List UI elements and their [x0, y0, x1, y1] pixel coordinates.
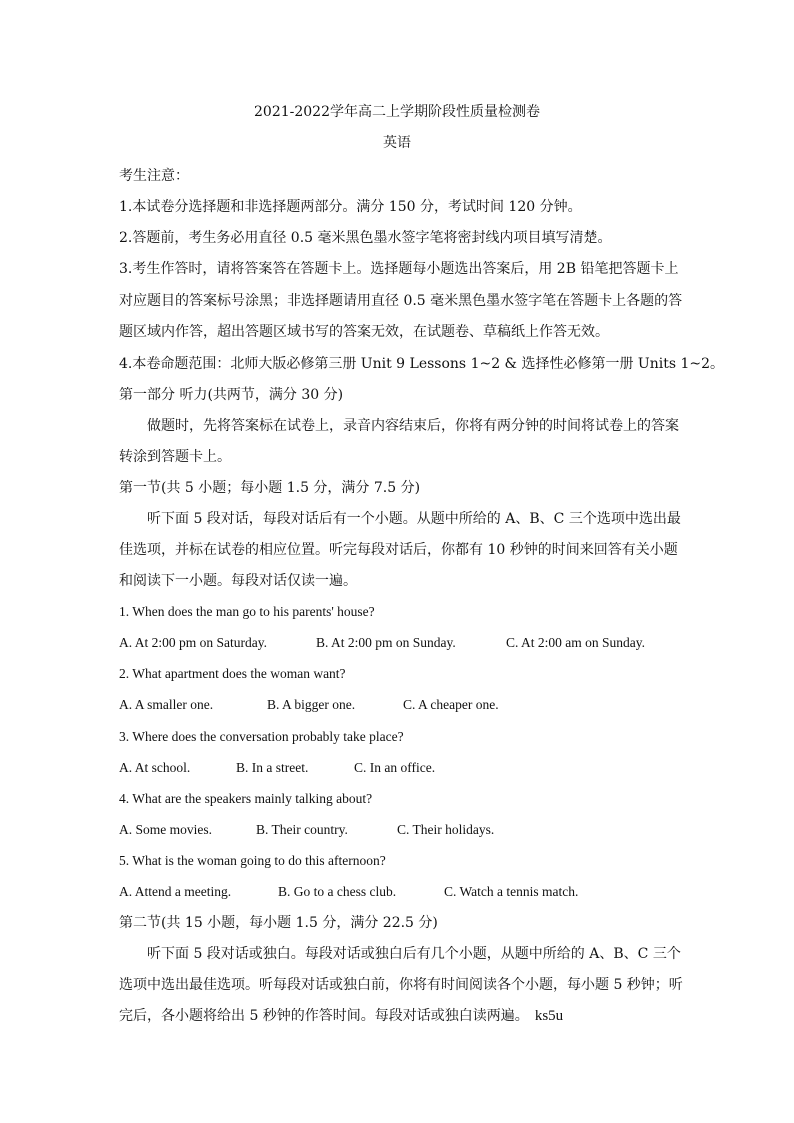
part1-intro: 转涂到答题卡上。: [119, 449, 231, 465]
option-a: A. Attend a meeting.: [119, 884, 232, 899]
exam-subject: 英语: [383, 135, 411, 151]
section1-intro: 佳选项，并标在试卷的相应位置。听完每段对话后，你都有 10 秒钟的时间来回答有关小题: [119, 542, 678, 558]
notice-item: 2.答题前，考生务必用直径 0.5 毫米黑色墨水签字笔将密封线内项目填写清楚。: [119, 230, 612, 246]
option-b: B. A bigger one.: [267, 697, 356, 712]
section2-intro: 选项中选出最佳选项。听每段对话或独白前，你将有时间阅读各个小题，每小题 5 秒钟；听: [119, 977, 683, 993]
notice-heading: 考生注意：: [119, 168, 189, 184]
question-1: 1. When does the man go to his parents' house?: [119, 604, 375, 619]
section1-intro: 听下面 5 段对话，每段对话后有一个小题。从题中所给的 A、B、C 三个选项中选出最: [147, 511, 681, 527]
section2-heading: 第二节(共 15 小题，每小题 1.5 分，满分 22.5 分): [119, 915, 438, 931]
notice-item: 3.考生作答时，请将答案答在答题卡上。选择题每小题选出答案后，用 2B 铅笔把答题卡上: [119, 261, 679, 277]
option-b: B. In a street.: [236, 760, 309, 775]
notice-item: 1.本试卷分选择题和非选择题两部分。满分 150 分，考试时间 120 分钟。: [119, 199, 582, 215]
question-5: 5. What is the woman going to do this afternoon?: [119, 853, 386, 868]
question-3: 3. Where does the conversation probably take place?: [119, 729, 404, 744]
question-2: 2. What apartment does the woman want?: [119, 666, 346, 681]
notice-item: 4.本卷命题范围：北师大版必修第三册 Unit 9 Lessons 1~2 & 选择性必修第一册 Units 1~2。: [119, 356, 725, 372]
option-a: A. At 2:00 pm on Saturday.: [119, 635, 267, 650]
option-a: A. Some movies.: [119, 822, 212, 837]
question-4: 4. What are the speakers mainly talking about?: [119, 791, 373, 806]
option-b: B. Go to a chess club.: [278, 884, 397, 899]
option-a: A. At school.: [119, 760, 191, 775]
notice-item: 题区域内作答，超出答题区域书写的答案无效，在试题卷、草稿纸上作答无效。: [119, 324, 609, 340]
part1-heading: 第一部分 听力(共两节，满分 30 分): [119, 387, 344, 403]
part1-intro: 做题时，先将答案标在试卷上，录音内容结束后，你将有两分钟的时间将试卷上的答案: [147, 418, 679, 434]
section2-intro: 完后，各小题将给出 5 秒钟的作答时间。每段对话或独白读两遍。: [119, 1008, 529, 1024]
section1-heading: 第一节(共 5 小题；每小题 1.5 分，满分 7.5 分): [119, 480, 421, 496]
section2-intro: 听下面 5 段对话或独白。每段对话或独白后有几个小题，从题中所给的 A、B、C 三个: [147, 946, 681, 962]
option-a: A. A smaller one.: [119, 697, 214, 712]
option-c: C. In an office.: [354, 760, 436, 775]
option-b: B. At 2:00 pm on Sunday.: [316, 635, 456, 650]
option-c: C. A cheaper one.: [403, 697, 499, 712]
option-c: C. At 2:00 am on Sunday.: [506, 635, 646, 650]
option-c: C. Their holidays.: [397, 822, 495, 837]
option-b: B. Their country.: [256, 822, 348, 837]
section2-intro-last: [119, 1007, 563, 1025]
notice-item: 对应题目的答案标号涂黑；非选择题请用直径 0.5 毫米黑色墨水签字笔在答题卡上各题的答: [119, 293, 683, 309]
watermark-text: ks5u: [534, 1008, 564, 1024]
option-c: C. Watch a tennis match.: [444, 884, 579, 899]
section1-intro: 和阅读下一小题。每段对话仅读一遍。: [119, 573, 357, 589]
exam-title: 2021-2022学年高二上学期阶段性质量检测卷: [254, 104, 540, 120]
